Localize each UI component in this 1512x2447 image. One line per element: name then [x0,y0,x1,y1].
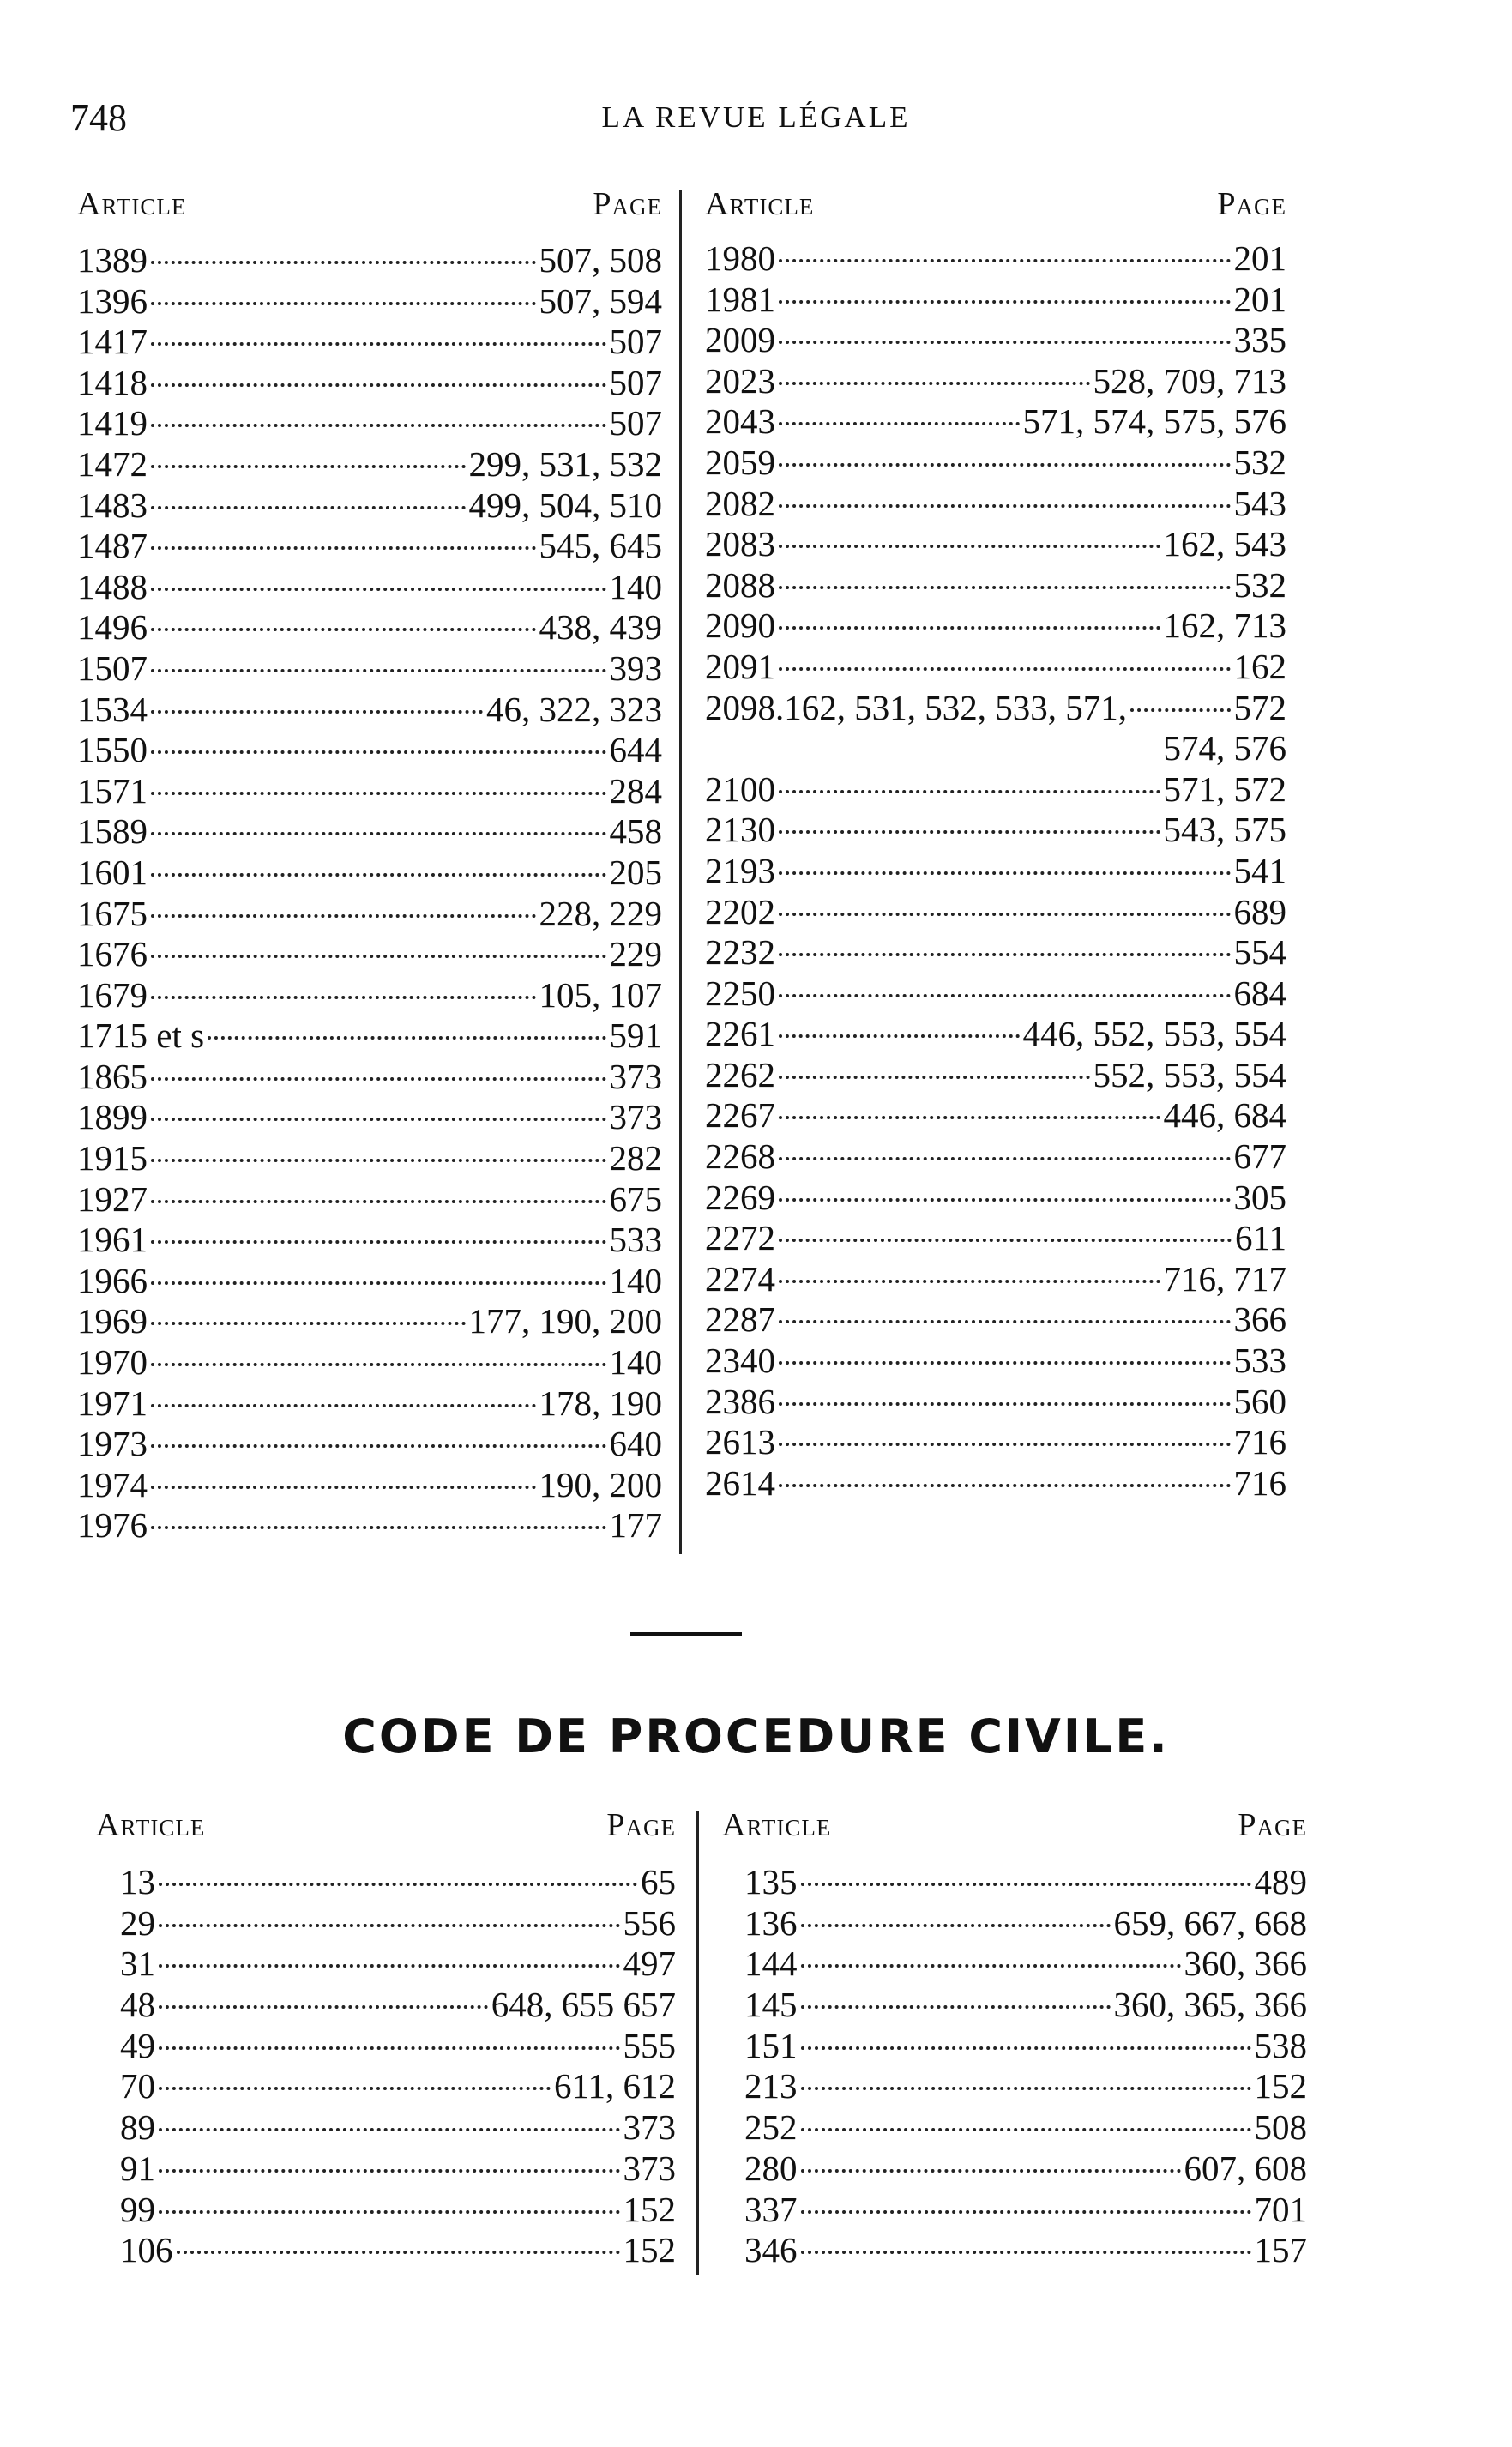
article-number: 1971 [77,1383,148,1423]
page-references: 533 [1233,1341,1286,1381]
article-number: 2090 [705,606,775,646]
article-number: 2613 [705,1422,775,1462]
page-references: 507 [609,362,662,402]
column-header [722,1805,1307,1845]
page-references: 541 [1233,850,1286,890]
article-number: 252 [744,2107,798,2148]
article-number: 1969 [77,1301,148,1341]
page-references: 644 [609,730,662,770]
dot-leader [159,2046,620,2050]
page-references: 46, 322, 323 [486,689,662,729]
article-number: 2261 [705,1014,775,1054]
article-number: 2340 [705,1341,775,1381]
page-references: 366 [1233,1299,1286,1340]
page-references: 105, 107 [539,974,662,1015]
page-references: 201 [1233,238,1286,278]
index-entry [744,1862,1307,1903]
index-entry [120,2026,676,2067]
page-references: 499, 504, 510 [468,485,662,525]
page-references: 545, 645 [539,526,662,566]
article-number: 337 [744,2189,798,2229]
page-references: 140 [609,566,662,606]
article-number: 2267 [705,1095,775,1136]
page-references: 507 [609,403,662,443]
running-title: LA REVUE LÉGALE [601,100,911,134]
page-references: 373 [623,2148,676,2188]
page-references: 507, 594 [539,280,662,321]
article-number: 213 [744,2066,798,2106]
article-number: 1676 [77,934,148,974]
article-number: 1927 [77,1178,148,1219]
page-references: 228, 229 [539,893,662,933]
page-references: 701 [1254,2189,1307,2229]
article-number: 1571 [77,770,148,811]
article-number: 2287 [705,1299,775,1340]
page-references: 543, 575 [1163,810,1286,850]
article-number: 70 [120,2066,155,2106]
page-references: 284 [609,770,662,811]
page-references: 393 [609,648,662,688]
article-number: 1487 [77,526,148,566]
article-number: 1396 [77,280,148,321]
article-number: 1589 [77,811,148,852]
page-references: 140 [609,1260,662,1300]
page-references: 677 [1233,1136,1286,1177]
page-references: 508 [1254,2107,1307,2148]
index-entry [120,1903,676,1944]
index-entry [120,2149,676,2190]
article-number: 89 [120,2107,155,2148]
dot-leader [801,2046,1251,2050]
page-references: 162, 713 [1163,606,1286,646]
page-header: Page [1217,186,1286,222]
index-entry [120,1944,676,1985]
article-number: 1675 [77,893,148,933]
page-references: 305 [1233,1177,1286,1217]
page-references: 373 [623,2107,676,2148]
article-number: 1550 [77,730,148,770]
article-header: Article [705,186,815,222]
page-references: 591 [609,1016,662,1056]
page-references: 611, 612 [554,2066,676,2106]
index-entry [120,2190,676,2231]
article-number: 2232 [705,932,775,973]
article-number: 1865 [77,1056,148,1096]
article-number: 280 [744,2148,798,2188]
article-number: 1679 [77,974,148,1015]
entry-list [120,1862,676,2271]
article-number: 2059 [705,442,775,482]
page-references: 528, 709, 713 [1093,360,1286,401]
article-number: 2130 [705,810,775,850]
index-entry [744,2107,1307,2149]
article-number: 1715 et s [77,1016,205,1056]
page-references: 373 [609,1097,662,1137]
article-number: 1976 [77,1505,148,1546]
dot-leader [801,1883,1251,1886]
page-references: 716 [1233,1422,1286,1462]
dot-leader [159,2087,551,2090]
article-number: 1419 [77,403,148,443]
page-references: 554 [1233,932,1286,973]
article-number: 48 [120,1985,155,2025]
page-references: 716 [1233,1462,1286,1503]
dot-leader [159,2169,620,2173]
article-number: 1981 [705,279,775,319]
page-references: 552, 553, 554 [1093,1054,1286,1094]
article-number: 1507 [77,648,148,688]
dot-leader [159,1883,637,1886]
page-references: 438, 439 [539,607,662,648]
page-references: 533 [609,1220,662,1260]
page-references: 190, 200 [539,1464,662,1504]
page-references: 571, 574, 575, 576 [1022,401,1286,442]
index-entry [744,1944,1307,1985]
article-number: 2088 [705,564,775,605]
article-number: 2023 [705,360,775,401]
dot-leader [801,2005,1111,2009]
page-references: 532 [1233,564,1286,605]
index-entry [120,2107,676,2149]
page-references: 458 [609,811,662,852]
article-number: 136 [744,1902,798,1943]
article-number: 2202 [705,891,775,931]
page-number: 748 [70,97,127,139]
article-number: 1496 [77,607,148,648]
index-entry [744,1903,1307,1944]
article-number: 2250 [705,973,775,1013]
page-references: 299, 531, 532 [468,443,662,484]
page-references: 532 [1233,442,1286,482]
page-header: Page [606,1807,676,1843]
article-number: 1389 [77,240,148,280]
page-references: 556 [623,1902,676,1943]
article-number: 1488 [77,566,148,606]
article-number: 1418 [77,362,148,402]
article-number: 2083 [705,524,775,564]
dot-leader [801,1964,1181,1968]
article-number: 145 [744,1985,798,2025]
index-entry [744,2026,1307,2067]
index-entry [120,1862,676,1903]
dot-leader [801,2169,1181,2173]
page-references: 507 [609,322,662,362]
article-number: 2082 [705,483,775,523]
dot-leader [159,1924,620,1927]
article-number: 2269 [705,1177,775,1217]
page-references: 178, 190 [539,1383,662,1423]
page-references: 560 [1233,1381,1286,1421]
page-references: 543 [1233,483,1286,523]
page-references: 538 [1254,2025,1307,2065]
page-header: Page [1238,1807,1307,1843]
section-title: CODE DE PROCEDURE CIVILE. [342,1709,1170,1763]
index-entry [744,2190,1307,2231]
page-references: 640 [609,1424,662,1464]
index-entry [744,2230,1307,2271]
page-references: 140 [609,1342,662,1383]
article-number: 346 [744,2230,798,2270]
article-number: 2274 [705,1258,775,1299]
article-number: 1970 [77,1342,148,1383]
article-number: 1472 [77,443,148,484]
article-header: Article [722,1807,832,1843]
article-number: 2100 [705,768,775,809]
article-number: 1973 [77,1424,148,1464]
page-references: 177, 190, 200 [468,1301,662,1341]
page-references: 571, 572 [1163,768,1286,809]
page-references: 446, 552, 553, 554 [1022,1014,1286,1054]
article-number: 1980 [705,238,775,278]
article-number: 91 [120,2148,155,2188]
page-references: 152 [623,2189,676,2229]
page-references: 177 [609,1505,662,1546]
page-references: 360, 365, 366 [1113,1985,1307,2025]
article-number: 106 [120,2230,173,2270]
page-references: 201 [1233,279,1286,319]
entry-list [744,1862,1307,2271]
index-entry [120,1985,676,2026]
article-number: 1417 [77,322,148,362]
article-number: 13 [120,1862,155,1902]
page-references: 162, 543 [1163,524,1286,564]
article-number: 2614 [705,1462,775,1503]
page-references: 572 [1233,687,1286,727]
dot-leader [177,2251,620,2254]
article-number: 99 [120,2189,155,2229]
column-divider [696,1811,699,2275]
article-number: 2272 [705,1218,775,1258]
article-number: 31 [120,1944,155,1984]
page-references: 489 [1254,1862,1307,1902]
page-references: 659, 667, 668 [1113,1902,1307,1943]
page-header: Page [593,186,662,222]
article-number: 1601 [77,852,148,892]
article-number: 2268 [705,1136,775,1177]
page-references: 65 [641,1862,676,1902]
dot-leader [801,2210,1251,2214]
dot-leader [159,2005,488,2009]
page-references: 507, 508 [539,240,662,280]
article-header: Article [96,1807,206,1843]
index-entry [120,2066,676,2107]
dot-leader [801,2087,1251,2090]
index-entry [744,2149,1307,2190]
article-number: 1483 [77,485,148,525]
page-references: 360, 366 [1184,1944,1307,1984]
article-number: 29 [120,1902,155,1943]
article-number: 135 [744,1862,798,1902]
article-number: 2009 [705,320,775,360]
page-references: 152 [623,2230,676,2270]
page-references: 497 [623,1944,676,1984]
article-header: Article [77,186,187,222]
page-references: 162 [1233,646,1286,686]
article-number: 2193 [705,850,775,890]
article-number: 1961 [77,1220,148,1260]
dot-leader [801,2251,1251,2254]
page-references: 446, 684 [1163,1095,1286,1136]
page-references: 335 [1233,320,1286,360]
index-entry [744,2066,1307,2107]
article-number: 1966 [77,1260,148,1300]
article-number: 151 [744,2025,798,2065]
page-references: 607, 608 [1184,2148,1307,2188]
page-references: 152 [1254,2066,1307,2106]
page-references: 282 [609,1138,662,1178]
column-header [96,1805,676,1845]
page-references: 373 [609,1056,662,1096]
article-number: 2098.162, 531, 532, 533, 571, [705,687,1127,727]
page-references: 229 [609,934,662,974]
article-number: 144 [744,1944,798,1984]
page-references: 574, 576 [1163,728,1286,768]
article-number: 2043 [705,401,775,442]
dot-leader [801,2128,1251,2131]
page-references: 157 [1254,2230,1307,2270]
page-references: 716, 717 [1163,1258,1286,1299]
page-references: 555 [623,2025,676,2065]
article-number: 1534 [77,689,148,729]
page-references: 675 [609,1178,662,1219]
page-references: 205 [609,852,662,892]
page-references: 689 [1233,891,1286,931]
page-references: 648, 655 657 [491,1985,676,2025]
index-entry [120,2230,676,2271]
dot-leader [159,2210,620,2214]
article-number: 1915 [77,1138,148,1178]
page-references: 684 [1233,973,1286,1013]
article-number: 2262 [705,1054,775,1094]
article-number: 2386 [705,1381,775,1421]
dot-leader [159,1964,620,1968]
page-references: 611 [1235,1218,1286,1258]
article-number: 2091 [705,646,775,686]
article-number: 1974 [77,1464,148,1504]
article-number: 1899 [77,1097,148,1137]
dot-leader [159,2128,620,2131]
index-entry [744,1985,1307,2026]
article-number: 49 [120,2025,155,2065]
dot-leader [801,1924,1111,1927]
